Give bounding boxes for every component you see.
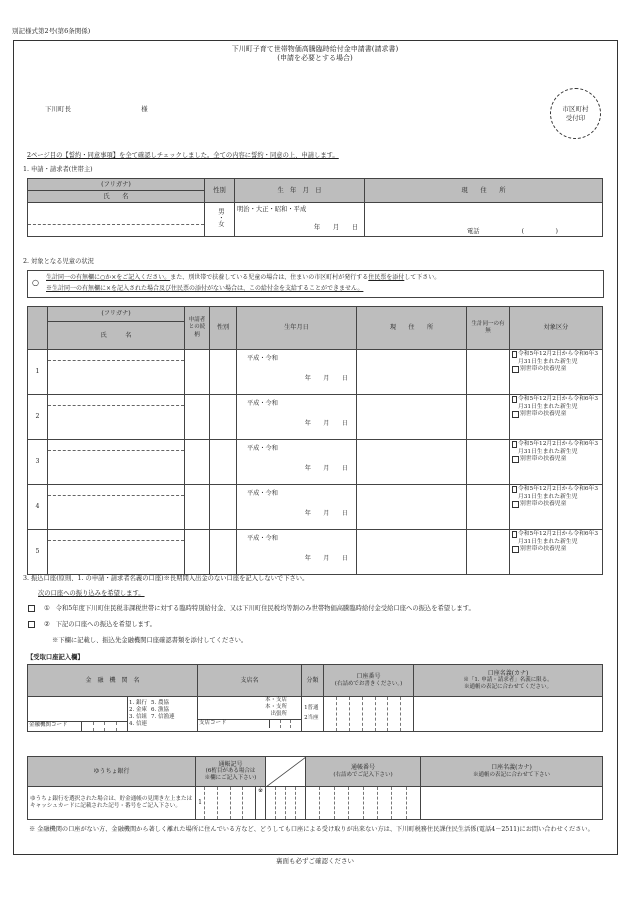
bank-type-4: 4. 信連 [129,720,147,727]
child-era-options: 平成・令和 [247,535,278,542]
title-line-2: (申請を必要とする場合) [277,53,353,62]
applicant-birthdate-field[interactable] [235,203,365,237]
applicant-address-field[interactable] [365,203,603,237]
yucho-symbol-note-1: (6桁目がある場合は [205,768,256,775]
child-birthdate-header: 生年月日 [237,307,357,350]
branch-code-label: 支店コード [198,720,270,728]
child-gender-field[interactable] [210,350,237,395]
yucho-number-field[interactable] [306,787,421,820]
bank-type-5: 5. 農協 [151,700,169,707]
child-era-options: 平成・令和 [247,490,278,497]
applicant-address-header: 現 住 所 [365,179,603,203]
yucho-diagonal-cell [266,757,306,787]
child-birthdate-field[interactable] [237,440,357,485]
child-era-options: 平成・令和 [247,400,278,407]
option2-checkbox[interactable] [28,621,35,628]
child-relation-field[interactable] [185,530,210,575]
child-era-options: 平成・令和 [247,445,278,452]
bank-type-options[interactable] [128,697,198,732]
child-category-field[interactable] [510,395,603,440]
child-cohabit-field[interactable] [467,350,510,395]
child-relation-header: 申請者との続柄 [185,307,210,350]
category-checkbox-2[interactable] [512,411,519,418]
child-cohabit-field[interactable] [467,395,510,440]
child-row [28,350,603,395]
option1-text: 令和5年度下川町住民税非課税世帯に対する臨時特別給付金、又は下川町住民税均等割のみ世帯物価高騰臨時給付金受給口座への振込を希望します。 [55,605,475,612]
applicant-name-field[interactable] [28,203,205,237]
option2-row[interactable] [28,621,156,629]
applicant-phone-label: 電話 [467,228,480,236]
bank-institution-header: 金 融 機 関 名 [28,665,198,697]
note-circle-icon: ○ [32,278,39,287]
child-name-field[interactable] [48,530,185,575]
bank-type-header: 分類 [302,665,324,697]
child-name-field[interactable] [48,440,185,485]
stamp-line-1: 市区町村 [562,105,589,114]
child-furigana-header: (フリガナ) [48,307,185,322]
applicant-gender-field[interactable] [205,203,235,237]
yucho-symbol-note-2: ※欄にご記入下さい) [204,775,257,782]
stamp-line-2: 受付印 [565,113,586,122]
child-ymd: 年 月 日 [304,554,348,562]
yucho-holder-note: ※通帳の表記に合わせて下さい [472,771,550,778]
option2-note: ※下欄に記載し、振込先金融機関口座確認書類を添付してください。 [52,637,248,644]
category-option-1: 令和5年12月2日から令和6年3月31日生まれた新生児 [517,531,599,545]
child-ymd: 年 月 日 [304,374,348,382]
child-name-field[interactable] [48,350,185,395]
footer-note: 裏面も必ずご確認ください [276,857,354,865]
child-cohabit-field[interactable] [467,485,510,530]
applicant-name-header: 氏 名 [28,191,205,203]
yucho-holder-label: 口座名義(カナ) [491,764,532,772]
category-option-2: 別世帯の扶養児童 [520,366,567,373]
applicant-gender-options: 男・女 [216,208,224,228]
child-ymd: 年 月 日 [304,509,348,517]
category-checkbox-2[interactable] [512,501,519,508]
child-relation-field[interactable] [185,350,210,395]
addressee-name: 下川町長 [45,105,71,113]
yucho-lead-digit: 1 [196,787,205,819]
bank-type-3: 3. 信組 [129,714,147,720]
children-table [27,306,603,575]
bank-type-2: 2. 金庫 [129,707,147,714]
holder-note-1: ※「1. 申請・請求者」名義に限る。 [463,677,553,684]
account-type-2: 2当座 [304,715,319,721]
note1-b: また、別世帯で扶養している児童の場合は、住まいの市区町村が発行する [170,274,369,281]
option1-number: ① [44,605,50,612]
applicant-phone-paren: ( ) [521,228,559,236]
bank-name-field[interactable] [28,697,128,732]
child-category-field[interactable] [510,350,603,395]
category-option-1: 令和5年12月2日から令和6年3月31日生まれた新生児 [517,396,599,410]
child-cohabit-field[interactable] [467,440,510,485]
child-gender-field[interactable] [210,530,237,575]
category-option-2: 別世帯の扶養児童 [520,456,567,463]
reception-stamp [550,88,601,139]
category-option-1: 令和5年12月2日から令和6年3月31日生まれた新生児 [517,441,599,455]
option1-checkbox[interactable] [28,605,35,612]
branch-type-2: 本・支所 [265,703,288,710]
child-row-number: 2 [28,395,48,440]
child-row-number: 3 [28,440,48,485]
note1-a: 生計同一の有無欄に○か×をご記入ください。 [46,274,171,281]
category-checkbox-1[interactable] [512,396,517,403]
child-ymd: 年 月 日 [304,464,348,472]
bank-branch-header: 支店名 [198,665,302,697]
bank-account-header [324,665,414,697]
child-name-header: 氏 名 [48,322,185,350]
child-row [28,440,603,485]
yucho-holder-field[interactable] [421,787,603,820]
child-row [28,485,603,530]
child-cohabit-header: 生計同一の有無 [467,307,510,350]
child-relation-field[interactable] [185,485,210,530]
consent-statement: 2ページ目の【誓約・同意事項】を全て確認しチェックしました。全ての内容に誓約・同意の上、申請します。 [27,152,339,159]
category-option-1: 令和5年12月2日から令和6年3月31日生まれた新生児 [517,486,599,500]
title-line-1: 下川町子育て世帯物価高騰臨時給付金申請書(請求書) [231,45,399,53]
child-category-field[interactable] [510,530,603,575]
yucho-name-header: ゆうちょ銀行 [28,757,196,787]
child-category-field[interactable] [510,485,603,530]
child-row-number: 1 [28,350,48,395]
child-gender-field[interactable] [210,440,237,485]
category-option-2: 別世帯の扶養児童 [520,411,567,418]
bank-type-6: 6. 漁協 [151,707,169,714]
account-no-label: 口座番号 [356,673,381,681]
child-birthdate-field[interactable] [237,485,357,530]
child-address-field[interactable] [357,440,467,485]
child-birthdate-field[interactable] [237,530,357,575]
category-option-2: 別世帯の扶養児童 [520,501,567,508]
branch-code-cells[interactable] [270,720,301,728]
yucho-description: ゆうちょ銀行を選択された場合は、貯金通帳の見開き左上またはキャッシュカードに記載された記号・番号をご記入下さい。 [28,787,196,820]
child-address-field[interactable] [357,485,467,530]
child-no-header [28,307,48,350]
yucho-symbol-label: 通帳記号 [218,760,243,768]
applicant-era-options: 明治・大正・昭和・平成 [237,206,307,213]
child-row-number: 5 [28,530,48,575]
bank-code-cells[interactable] [82,722,127,731]
holder-note-2: ※通帳の表記に合わせてください。 [464,684,553,691]
note1-c: 住民票を添付 [368,274,405,281]
child-relation-field[interactable] [185,440,210,485]
child-name-field[interactable] [48,395,185,440]
yucho-asterisk: ※ [255,787,265,819]
child-row-number: 4 [28,485,48,530]
category-checkbox-1[interactable] [512,486,517,493]
child-cohabit-field[interactable] [467,530,510,575]
form-title [150,45,480,63]
applicant-birthdate-header: 生 年 月 日 [235,179,365,203]
section3-subhead: 次の口座への振り込みを希望します。 [38,590,145,597]
yucho-symbol-field[interactable] [196,787,266,820]
child-address-field[interactable] [357,395,467,440]
bank-holder-header [414,665,603,697]
child-relation-field[interactable] [185,395,210,440]
addressee [45,105,148,113]
option2-number: ② [44,621,50,628]
bank-table [27,664,603,732]
child-address-field[interactable] [357,350,467,395]
child-address-field[interactable] [357,530,467,575]
note1-d: して下さい。 [404,274,441,281]
branch-type-1: 本・支店 [265,697,288,703]
yucho-holder-header [421,757,603,787]
child-ymd: 年 月 日 [304,419,348,427]
yucho-number-field-a[interactable] [266,787,306,820]
applicant-ymd: 年 月 日 [313,223,358,231]
category-checkbox-1[interactable] [512,351,517,358]
category-checkbox-2[interactable] [512,456,519,463]
child-era-options: 平成・令和 [247,355,278,362]
section2-heading: 2. 対象となる児童の状況 [23,258,94,265]
yucho-symbol-header [196,757,266,787]
section3-heading: 3. 振込口座(原則、1. の申請・請求者名義の口座)※長期間入出金のない口座を記入しないで下さい。 [23,575,309,582]
account-no-note: (右詰めでお書きください。) [334,680,403,687]
yucho-number-label: 通帳番号 [350,764,375,772]
bank-section-header: 【受取口座記入欄】 [27,654,84,661]
applicant-table [27,178,603,237]
account-type-field[interactable] [302,697,324,732]
bank-code-label: 金融機関コード [28,722,82,731]
account-type-1: 1普通 [304,705,319,712]
note2: ※生計同一の有無欄に×を記入された場合及び住民票の添付がない場合は、この給付金を支給することができません。 [46,285,364,292]
child-category-header: 対象区分 [510,307,603,350]
yucho-number-note: (右詰めでご記入下さい) [333,771,393,778]
applicant-gender-header: 性別 [205,179,235,203]
child-birthdate-field[interactable] [237,350,357,395]
child-note-box [27,270,604,298]
category-checkbox-2[interactable] [512,366,519,373]
yucho-number-header [306,757,421,787]
category-checkbox-2[interactable] [512,546,519,553]
bank-type-1: 1. 銀行 [129,700,147,707]
category-option-2: 別世帯の扶養児童 [520,546,567,553]
child-row [28,395,603,440]
option1-row[interactable] [28,605,475,613]
holder-label: 口座名義(カナ) [487,669,529,677]
child-row [28,530,603,575]
diagonal-line [266,757,306,787]
child-birthdate-field[interactable] [237,395,357,440]
section1-heading: 1. 申請・請求者(世帯主) [23,166,93,173]
footnote: ※ 金融機関の口座がない方、金融機関から著しく離れた場所に住んでいる方など、どうしても口座による受け取りが出来ない方は、下川町税務住民課住民生活係(電話4－2511)にお問い合わせください。 [29,826,594,833]
category-checkbox-1[interactable] [512,531,517,538]
branch-field[interactable] [198,697,302,732]
category-checkbox-1[interactable] [512,441,517,448]
child-address-header: 現 住 所 [357,307,467,350]
applicant-furigana-header: (フリガナ) [28,179,205,191]
child-category-field[interactable] [510,440,603,485]
bank-type-7: 7. 信漁連 [151,714,175,720]
account-holder-field[interactable] [414,697,603,732]
child-name-field[interactable] [48,485,185,530]
child-gender-field[interactable] [210,395,237,440]
child-gender-header: 性別 [210,307,237,350]
branch-type-3: 出張所 [270,710,288,717]
account-number-field[interactable] [324,697,414,732]
category-option-1: 令和5年12月2日から令和6年3月31日生まれた新生児 [517,351,599,365]
option2-text: 下記の口座への振込を希望します。 [55,621,156,628]
form-number: 別記様式第2号(第6条関係) [12,27,91,35]
child-gender-field[interactable] [210,485,237,530]
yucho-table [27,756,603,820]
honorific: 様 [141,105,148,113]
